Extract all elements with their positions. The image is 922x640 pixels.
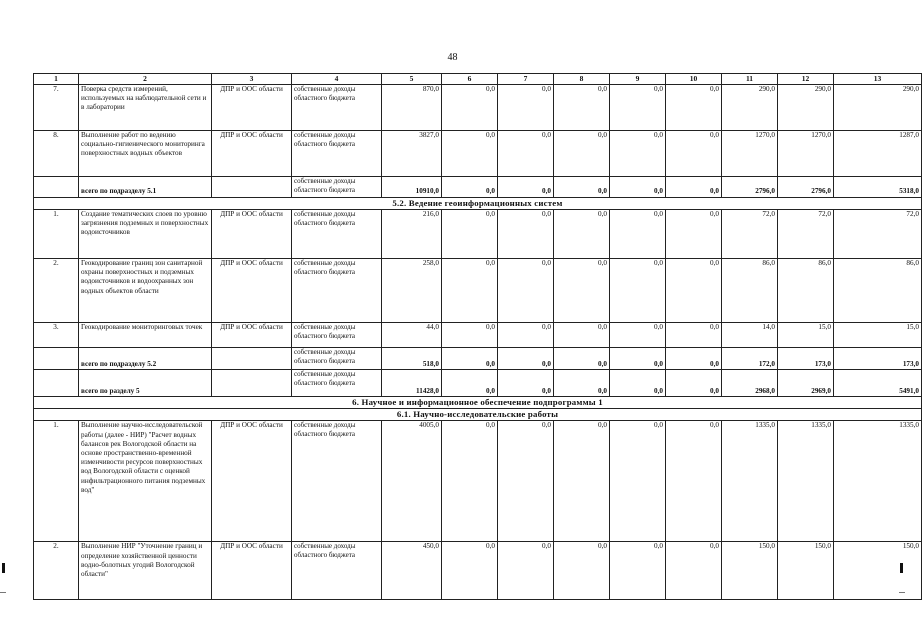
amount-cell: 72,0 <box>778 209 834 258</box>
amount-cell: 173,0 <box>834 347 922 369</box>
amount-cell: 150,0 <box>834 542 922 600</box>
item-number: 2. <box>34 542 79 600</box>
amount-cell: 0,0 <box>498 322 554 347</box>
item-name: Геокодирование границ зон санитарной охраны поверхностных и подземных водоисточников и водоохранных зон водных объектов области <box>79 258 212 322</box>
amount-cell: 0,0 <box>610 421 666 542</box>
subtotal-row <box>34 369 922 396</box>
amount-cell: 0,0 <box>666 176 722 197</box>
amount-cell: 72,0 <box>722 209 778 258</box>
amount-cell: 2796,0 <box>778 176 834 197</box>
column-header: 1 <box>34 74 79 85</box>
executor: ДПР и ООС области <box>212 209 292 258</box>
amount-cell: 0,0 <box>610 209 666 258</box>
amount-cell: 0,0 <box>442 176 498 197</box>
amount-cell: 0,0 <box>442 421 498 542</box>
table-row <box>34 209 922 258</box>
executor: ДПР и ООС области <box>212 322 292 347</box>
section-title: 5.2. Ведение геоинформационных систем <box>34 197 922 209</box>
amount-cell: 0,0 <box>610 176 666 197</box>
item-number: 2. <box>34 258 79 322</box>
column-header: 7 <box>498 74 554 85</box>
funding-source: собственные доходы областного бюджета <box>292 322 382 347</box>
amount-cell: 86,0 <box>778 258 834 322</box>
subtotal-row <box>34 176 922 197</box>
item-number: 1. <box>34 209 79 258</box>
amount-cell: 0,0 <box>498 421 554 542</box>
funding-source: собственные доходы областного бюджета <box>292 84 382 130</box>
amount-cell: 0,0 <box>442 84 498 130</box>
amount-cell: 172,0 <box>722 347 778 369</box>
executor: ДПР и ООС области <box>212 421 292 542</box>
table-row <box>34 130 922 176</box>
amount-cell: 0,0 <box>442 258 498 322</box>
amount-cell: 0,0 <box>554 421 610 542</box>
amount-cell: 0,0 <box>666 130 722 176</box>
amount-cell: 216,0 <box>382 209 442 258</box>
item-number <box>34 369 79 396</box>
section-heading-row <box>34 197 922 209</box>
item-number: 1. <box>34 421 79 542</box>
amount-cell: 44,0 <box>382 322 442 347</box>
funding-source: собственные доходы областного бюджета <box>292 369 382 396</box>
column-header: 4 <box>292 74 382 85</box>
amount-cell: 0,0 <box>498 84 554 130</box>
item-number <box>34 176 79 197</box>
amount-cell: 1335,0 <box>778 421 834 542</box>
item-number: 3. <box>34 322 79 347</box>
column-header: 6 <box>442 74 498 85</box>
amount-cell: 0,0 <box>610 347 666 369</box>
amount-cell: 0,0 <box>666 421 722 542</box>
budget-table <box>33 73 922 600</box>
amount-cell: 0,0 <box>666 84 722 130</box>
amount-cell: 0,0 <box>610 322 666 347</box>
item-name: Выполнение научно-исследовательской работы (далее - НИР) "Расчет водных балансов рек Вологодской области на основе пространственно-временной изменчивости ресурсов поверхностных вод Вологодской области с оценкой инфильтрационного питания подземных вод" <box>79 421 212 542</box>
amount-cell: 0,0 <box>442 209 498 258</box>
amount-cell: 0,0 <box>498 347 554 369</box>
table-row <box>34 542 922 600</box>
column-header: 12 <box>778 74 834 85</box>
amount-cell: 0,0 <box>442 542 498 600</box>
column-header: 2 <box>79 74 212 85</box>
section-title: 6.1. Научно-исследовательские работы <box>34 409 922 421</box>
amount-cell: 86,0 <box>722 258 778 322</box>
amount-cell: 0,0 <box>498 130 554 176</box>
amount-cell: 0,0 <box>610 369 666 396</box>
amount-cell: 0,0 <box>442 322 498 347</box>
scan-tick-left <box>0 592 6 593</box>
item-name: Создание тематических слоев по уровню загрязнения подземных и поверхностных водоисточников <box>79 209 212 258</box>
amount-cell: 1287,0 <box>834 130 922 176</box>
amount-cell: 0,0 <box>554 347 610 369</box>
amount-cell: 11428,0 <box>382 369 442 396</box>
column-header: 5 <box>382 74 442 85</box>
amount-cell: 0,0 <box>610 542 666 600</box>
amount-cell: 0,0 <box>666 322 722 347</box>
column-header: 8 <box>554 74 610 85</box>
amount-cell: 0,0 <box>666 258 722 322</box>
amount-cell: 870,0 <box>382 84 442 130</box>
amount-cell: 2796,0 <box>722 176 778 197</box>
amount-cell: 0,0 <box>554 176 610 197</box>
amount-cell: 0,0 <box>610 130 666 176</box>
amount-cell: 150,0 <box>722 542 778 600</box>
amount-cell: 0,0 <box>610 84 666 130</box>
amount-cell: 0,0 <box>554 542 610 600</box>
table-body <box>34 74 922 600</box>
funding-source: собственные доходы областного бюджета <box>292 176 382 197</box>
funding-source: собственные доходы областного бюджета <box>292 347 382 369</box>
amount-cell: 0,0 <box>610 258 666 322</box>
amount-cell: 0,0 <box>442 347 498 369</box>
amount-cell: 0,0 <box>666 369 722 396</box>
amount-cell: 0,0 <box>498 369 554 396</box>
funding-source: собственные доходы областного бюджета <box>292 421 382 542</box>
section-heading-row <box>34 396 922 408</box>
item-name: всего по подразделу 5.1 <box>79 176 212 197</box>
executor: ДПР и ООС области <box>212 258 292 322</box>
column-header: 9 <box>610 74 666 85</box>
amount-cell: 10910,0 <box>382 176 442 197</box>
funding-source: собственные доходы областного бюджета <box>292 130 382 176</box>
executor <box>212 176 292 197</box>
item-name: всего по разделу 5 <box>79 369 212 396</box>
table-row <box>34 322 922 347</box>
amount-cell: 1270,0 <box>722 130 778 176</box>
amount-cell: 290,0 <box>778 84 834 130</box>
amount-cell: 0,0 <box>442 130 498 176</box>
amount-cell: 0,0 <box>554 258 610 322</box>
executor <box>212 347 292 369</box>
amount-cell: 0,0 <box>498 209 554 258</box>
scan-tick-right <box>899 592 905 593</box>
section-title: 6. Научное и информационное обеспечение подпрограммы 1 <box>34 396 922 408</box>
amount-cell: 518,0 <box>382 347 442 369</box>
amount-cell: 258,0 <box>382 258 442 322</box>
amount-cell: 450,0 <box>382 542 442 600</box>
amount-cell: 1335,0 <box>722 421 778 542</box>
amount-cell: 150,0 <box>778 542 834 600</box>
column-header: 3 <box>212 74 292 85</box>
amount-cell: 0,0 <box>498 176 554 197</box>
amount-cell: 0,0 <box>554 209 610 258</box>
amount-cell: 0,0 <box>498 258 554 322</box>
column-header-row <box>34 74 922 85</box>
amount-cell: 4005,0 <box>382 421 442 542</box>
amount-cell: 0,0 <box>666 542 722 600</box>
amount-cell: 15,0 <box>834 322 922 347</box>
amount-cell: 5318,0 <box>834 176 922 197</box>
funding-source: собственные доходы областного бюджета <box>292 209 382 258</box>
funding-source: собственные доходы областного бюджета <box>292 542 382 600</box>
amount-cell: 15,0 <box>778 322 834 347</box>
amount-cell: 0,0 <box>666 347 722 369</box>
item-name: Выполнение работ по ведению социально-гигиенического мониторинга поверхностных водных объектов <box>79 130 212 176</box>
funding-source: собственные доходы областного бюджета <box>292 258 382 322</box>
page-number: 48 <box>447 52 458 63</box>
column-header: 13 <box>834 74 922 85</box>
amount-cell: 2968,0 <box>722 369 778 396</box>
amount-cell: 3827,0 <box>382 130 442 176</box>
item-number: 7. <box>34 84 79 130</box>
amount-cell: 14,0 <box>722 322 778 347</box>
amount-cell: 0,0 <box>498 542 554 600</box>
amount-cell: 5491,0 <box>834 369 922 396</box>
item-number: 8. <box>34 130 79 176</box>
amount-cell: 72,0 <box>834 209 922 258</box>
subtotal-row <box>34 347 922 369</box>
item-number <box>34 347 79 369</box>
item-name: всего по подразделу 5.2 <box>79 347 212 369</box>
executor: ДПР и ООС области <box>212 84 292 130</box>
executor: ДПР и ООС области <box>212 130 292 176</box>
amount-cell: 0,0 <box>442 369 498 396</box>
table-row <box>34 84 922 130</box>
scan-edge-mark-right <box>900 563 903 573</box>
amount-cell: 1335,0 <box>834 421 922 542</box>
section-heading-row <box>34 409 922 421</box>
executor: ДПР и ООС области <box>212 542 292 600</box>
item-name: Поверка средств измерений, используемых на наблюдательной сети и в лаборатории <box>79 84 212 130</box>
amount-cell: 2969,0 <box>778 369 834 396</box>
table-row <box>34 258 922 322</box>
table-row <box>34 421 922 542</box>
amount-cell: 0,0 <box>554 369 610 396</box>
executor <box>212 369 292 396</box>
scan-edge-mark-left <box>2 563 5 573</box>
column-header: 11 <box>722 74 778 85</box>
amount-cell: 290,0 <box>834 84 922 130</box>
amount-cell: 290,0 <box>722 84 778 130</box>
amount-cell: 0,0 <box>666 209 722 258</box>
amount-cell: 0,0 <box>554 84 610 130</box>
amount-cell: 86,0 <box>834 258 922 322</box>
amount-cell: 1270,0 <box>778 130 834 176</box>
item-name: Геокодирование мониторинговых точек <box>79 322 212 347</box>
amount-cell: 173,0 <box>778 347 834 369</box>
amount-cell: 0,0 <box>554 130 610 176</box>
amount-cell: 0,0 <box>554 322 610 347</box>
column-header: 10 <box>666 74 722 85</box>
item-name: Выполнение НИР "Уточнение границ и определение хозяйственной ценности водно-болотных угодий Вологодской области" <box>79 542 212 600</box>
